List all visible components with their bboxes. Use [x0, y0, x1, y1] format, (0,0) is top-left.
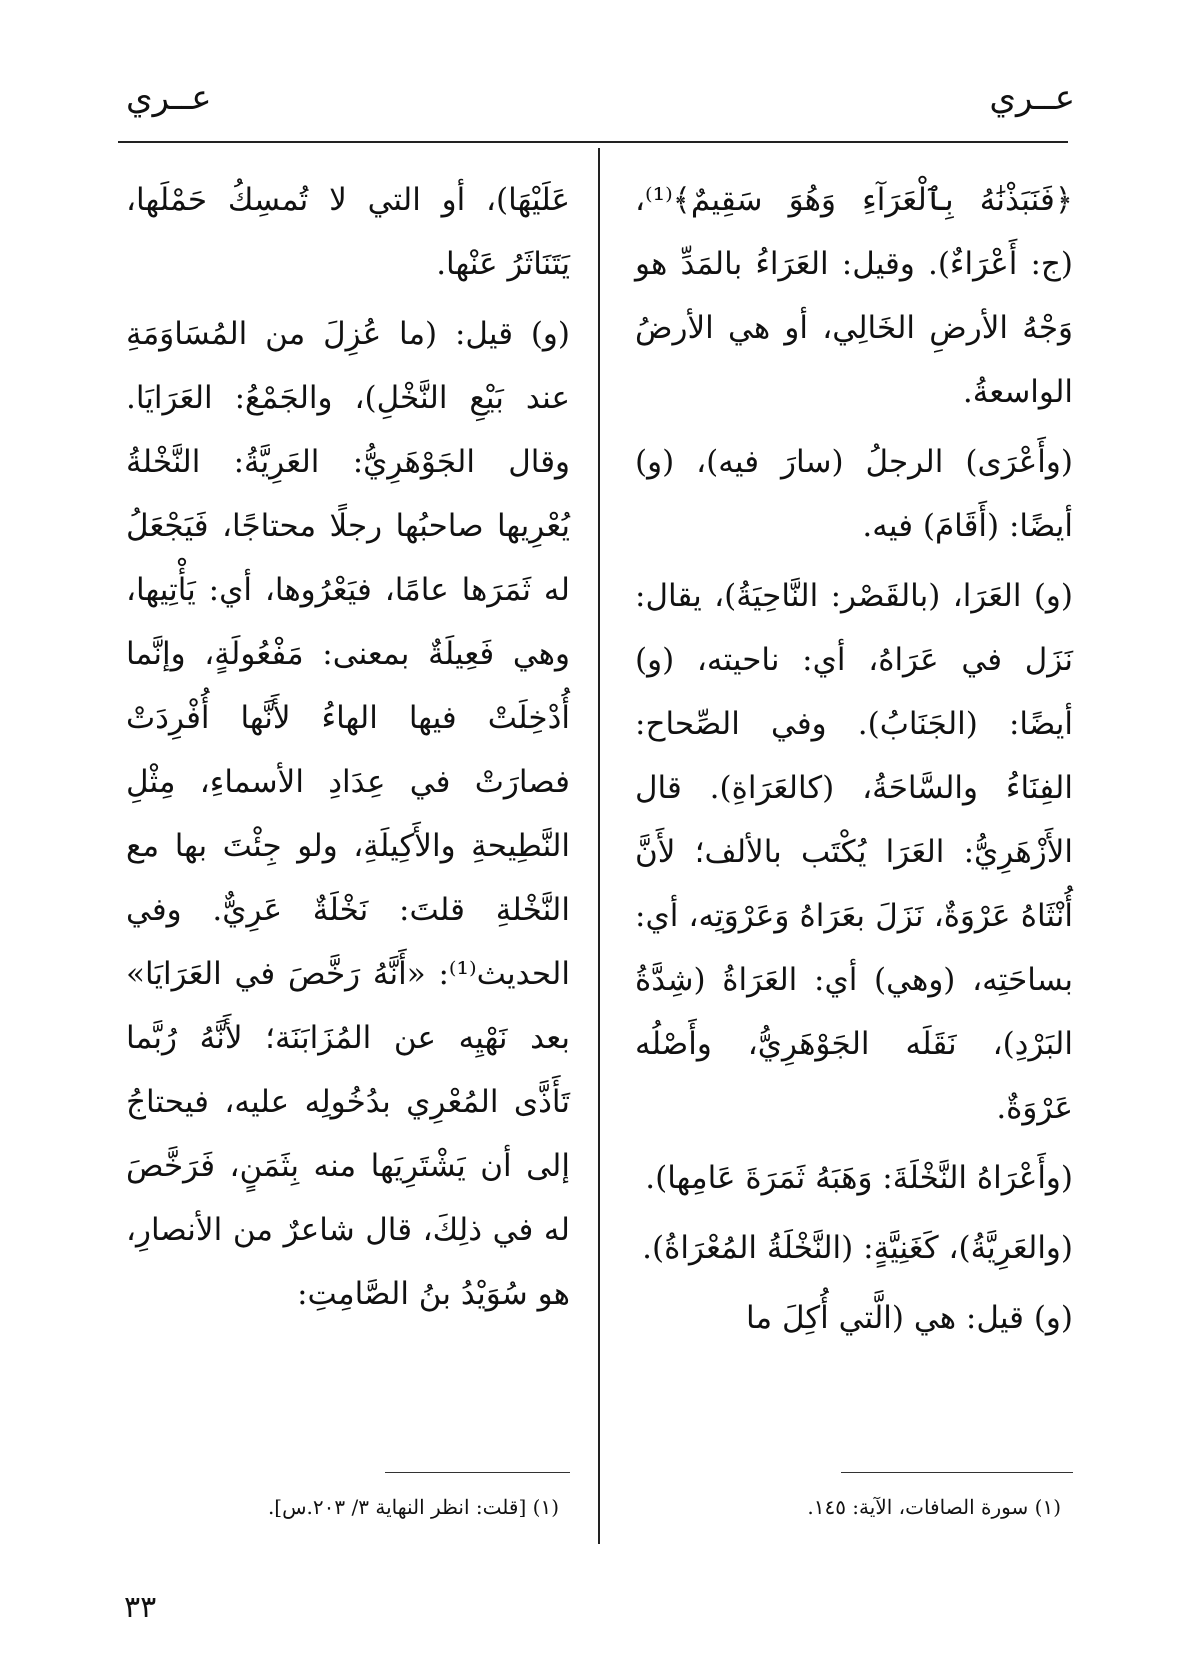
footnote-rule-right	[841, 1472, 1073, 1473]
paragraph: (و) قيل: هي (الَّتي أُكِلَ ما	[746, 1300, 1073, 1336]
header-left-word: عــري	[126, 78, 212, 118]
paragraph: (و) قيل: (ما عُزِلَ من المُسَاوَمَةِ عند بَيْعِ النَّخْلِ)، والجَمْعُ: العَرَايَا. وقال الجَوْهَرِيُّ: العَرِيَّةُ: النَّخْلةُ يُعْرِيها صاحبُها رجلًا محتاجًا، فَيَجْعَلُ له ثَمَرَها عامًا، فيَعْرُوها، أي: يَأْتِيها، وهي فَعِيلَةٌ بمعنى: مَفْعُولَةٍ، وإنَّما أُدْخِلَتْ فيها الهاءُ لأَنَّها أُفْرِدَتْ فصارَتْ في عِدَادِ الأسماءِ، مِثْلِ النَّطِيحةِ والأَكِيلَةِ، ولو جِئْتَ بها مع النَّخْلةِ قلتَ: نَخْلَةٌ عَرِيٌّ. وفي الحديث⁽¹⁾: «أَنَّهُ رَخَّصَ في العَرَايَا» بعد نَهْيِه عن المُزَابَنَة؛ لأَنَّهُ رُبَّما تَأَذَّى المُعْرِي بدُخُولِه عليه، فيحتاجُ إلى أن يَشْتَرِيَها منه بِثَمَنٍ، فَرَخَّصَ له في ذلِكَ، قال شاعرٌ من الأنصارِ، هو سُوَيْدُ بنُ الصَّامِتِ:	[126, 316, 570, 1312]
footnote-left: (١) [قلت: انظر النهاية ٣/ ٢٠٣.س].	[267, 1495, 559, 1519]
header-rule	[118, 141, 1068, 143]
paragraph: ﴿فَنَبَذْنَٰهُ بِٱلْعَرَآءِ وَهُوَ سَقِيمٌ﴾⁽¹⁾، (ج: أَعْرَاءٌ). وقيل: العَرَاءُ بالمَدِّ هو وَجْهُ الأرضِ الخَالِي، أو هي الأرضُ الواسعةُ.	[635, 182, 1073, 410]
page-number: ٣٣	[124, 1590, 157, 1625]
header-right-word: عــري	[989, 78, 1075, 118]
paragraph: (وأَعْرَى) الرجلُ (سارَ فيه)، (و) أيضًا: (أَقَامَ) فيه.	[635, 444, 1073, 544]
column-divider	[598, 148, 600, 1544]
left-column	[126, 168, 570, 1332]
footnote-rule-left	[385, 1472, 570, 1473]
paragraph: (والعَرِيَّةُ)، كَغَنِيَّةٍ: (النَّخْلَةُ المُعْرَاةُ).	[642, 1230, 1073, 1266]
footnote-right: (١) سورة الصافات، الآية: ١٤٥.	[807, 1495, 1061, 1519]
paragraph: (وأَعْرَاهُ النَّخْلَةَ: وَهَبَهُ ثَمَرَةَ عَامِها).	[645, 1160, 1073, 1196]
paragraph: عَلَيْهَا)، أو التي لا تُمسِكُ حَمْلَها، يَتَنَاثَرُ عَنْها.	[126, 182, 570, 282]
right-column	[635, 168, 1073, 1356]
paragraph: (و) العَرَا، (بالقَصْر: النَّاحِيَةُ)، يقال: نَزَل في عَرَاهُ، أي: ناحيته، (و) أيضًا: (الجَنَابُ). وفي الصِّحاح: الفِنَاءُ والسَّاحَةُ، (كالعَرَاةِ). قال الأَزْهَرِيُّ: العَرَا يُكْتَب بالألف؛ لأَنَّ أُنْثَاهُ عَرْوَةٌ، نَزَلَ بعَرَاهُ وَعَرْوَتِه، أي: بساحَتِه، (وهي) أي: العَرَاةُ (شِدَّةُ البَرْدِ)، نَقَلَه الجَوْهَرِيُّ، وأَصْلُه عَرْوَةٌ.	[635, 578, 1073, 1126]
